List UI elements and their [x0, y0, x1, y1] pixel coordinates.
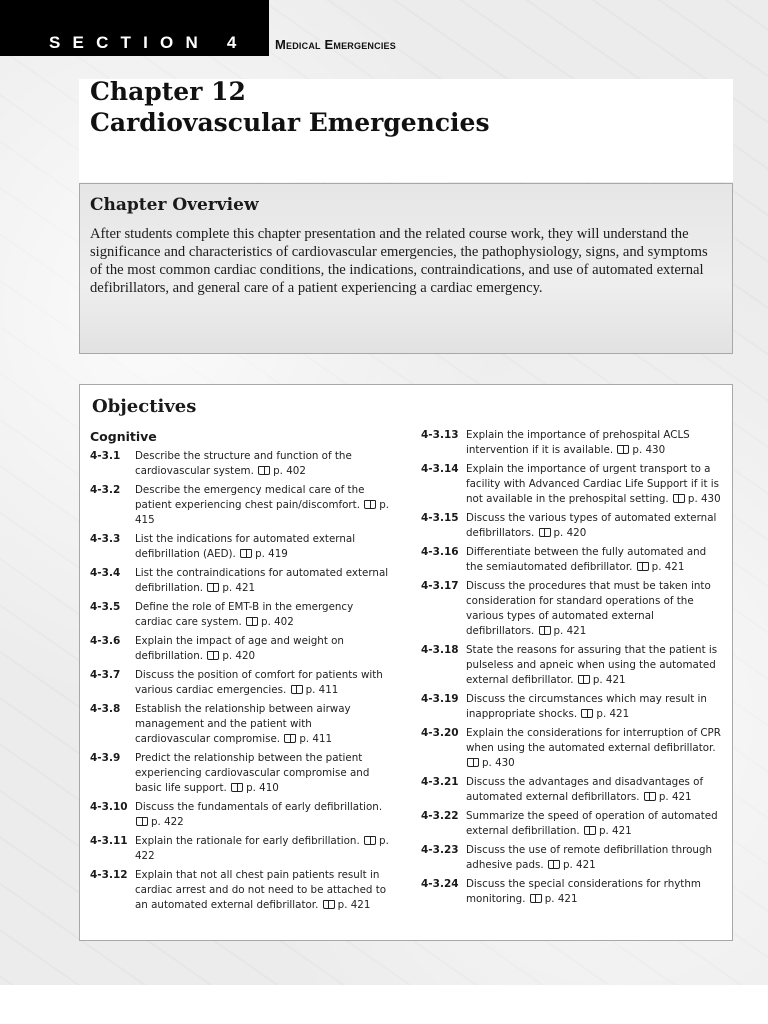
book-icon	[231, 783, 243, 792]
book-icon	[240, 549, 252, 558]
book-icon	[530, 894, 542, 903]
objective-item	[90, 868, 390, 913]
objective-number: 4-3.23	[421, 844, 459, 856]
objective-text: Discuss the fundamentals of early defibrillation.	[135, 801, 383, 813]
objective-text-block	[466, 462, 725, 507]
objective-text-block	[135, 668, 390, 698]
book-icon	[548, 860, 560, 869]
objective-item	[90, 566, 390, 596]
page-reference: p. 422	[135, 835, 389, 862]
objectives-left-column	[90, 449, 390, 917]
objective-number: 4-3.21	[421, 776, 459, 788]
objective-text: Discuss the use of remote defibrillation through adhesive pads.	[466, 844, 713, 871]
objective-text: Differentiate between the fully automated and the semiautomated defibrillator.	[466, 546, 707, 573]
objective-item	[90, 449, 390, 479]
page-reference: p. 419	[255, 548, 288, 560]
objective-number: 4-3.8	[90, 703, 121, 715]
book-icon	[637, 562, 649, 571]
book-icon	[673, 494, 685, 503]
objective-text: Explain the considerations for interruption of CPR when using the automated external defibrillator.	[466, 727, 721, 754]
objective-number: 4-3.10	[90, 801, 128, 813]
objective-item	[421, 643, 725, 688]
objective-text-block	[466, 726, 725, 771]
objective-text-block	[135, 751, 390, 796]
objective-item	[90, 834, 390, 864]
objective-item	[421, 843, 725, 873]
objective-text-block	[466, 511, 725, 541]
objective-text: Summarize the speed of operation of automated external defibrillation.	[466, 810, 718, 837]
book-icon	[617, 445, 629, 454]
objective-text-block	[135, 800, 390, 830]
objective-number: 4-3.6	[90, 635, 121, 647]
objective-text: Discuss the procedures that must be taken into consideration for standard operations of the various types of automated external defibrillators.	[466, 580, 711, 637]
objective-item	[90, 634, 390, 664]
objective-number: 4-3.4	[90, 567, 121, 579]
page-reference: p. 430	[482, 757, 515, 769]
page-reference: p. 411	[299, 733, 333, 745]
page-reference: p. 421	[598, 825, 632, 837]
book-icon	[207, 583, 219, 592]
page-reference: p. 402	[273, 465, 306, 477]
objective-number: 4-3.20	[421, 727, 459, 739]
objective-text: Explain the rationale for early defibrillation.	[135, 835, 360, 847]
book-icon	[467, 758, 479, 767]
chapter-number: Chapter 12	[90, 77, 246, 106]
objective-item	[421, 545, 725, 575]
book-icon	[291, 685, 303, 694]
objective-item	[421, 692, 725, 722]
book-icon	[581, 709, 593, 718]
objective-text-block	[466, 428, 725, 458]
page-reference: p. 421	[544, 893, 578, 905]
objective-number: 4-3.1	[90, 450, 121, 462]
book-icon	[578, 675, 590, 684]
page-reference: p. 421	[596, 708, 630, 720]
objective-number: 4-3.13	[421, 429, 459, 441]
objective-text: State the reasons for assuring that the patient is pulseless and apneic when using the automated external defibrillator.	[466, 644, 718, 686]
objective-item	[421, 726, 725, 771]
objective-number: 4-3.15	[421, 512, 459, 524]
objective-number: 4-3.18	[421, 644, 459, 656]
page-reference: p. 421	[553, 625, 587, 637]
objective-text-block	[466, 877, 725, 907]
objective-number: 4-3.7	[90, 669, 121, 681]
book-icon	[323, 900, 335, 909]
objective-text: Explain the importance of urgent transport to a facility with Advanced Cardiac Life Support if it is not available in the prehospital setting.	[466, 463, 719, 505]
objective-text-block	[466, 643, 725, 688]
page-reference: p. 422	[151, 816, 184, 828]
objective-text-block	[135, 566, 390, 596]
objective-number: 4-3.19	[421, 693, 459, 705]
objective-item	[90, 532, 390, 562]
objective-number: 4-3.3	[90, 533, 121, 545]
objectives-box	[79, 384, 733, 941]
book-icon	[284, 734, 296, 743]
objective-number: 4-3.16	[421, 546, 459, 558]
chapter-name: Cardiovascular Emergencies	[90, 108, 490, 137]
page-reference: p. 421	[222, 582, 256, 594]
objective-text-block	[466, 545, 725, 575]
objective-text-block	[466, 579, 725, 639]
page-reference: p. 430	[632, 444, 666, 456]
page-bottom-margin	[0, 985, 768, 1024]
page-reference: p. 421	[651, 561, 685, 573]
objective-text: Explain the importance of prehospital ACLS intervention if it is available.	[466, 429, 690, 456]
page-reference: p. 402	[261, 616, 294, 628]
book-icon	[364, 500, 376, 509]
objective-number: 4-3.24	[421, 878, 459, 890]
page-reference: p. 420	[222, 650, 256, 662]
objective-text-block	[135, 600, 390, 630]
objective-text: Explain the impact of age and weight on defibrillation.	[135, 635, 344, 662]
objective-text: Describe the emergency medical care of the patient experiencing chest pain/discomfort.	[135, 484, 365, 511]
objective-text: Describe the structure and function of the cardiovascular system.	[135, 450, 352, 477]
page-reference: p. 421	[658, 791, 692, 803]
objective-item	[421, 511, 725, 541]
objective-item	[421, 877, 725, 907]
objective-item	[90, 483, 390, 528]
book-icon	[207, 651, 219, 660]
overview-heading: Chapter Overview	[90, 195, 259, 215]
page-reference: p. 415	[135, 499, 390, 526]
objective-item	[90, 751, 390, 796]
section-banner	[0, 0, 269, 56]
objective-text-block	[466, 843, 725, 873]
objective-number: 4-3.5	[90, 601, 121, 613]
page-reference: p. 421	[592, 674, 626, 686]
objective-text: Discuss the circumstances which may result in inappropriate shocks.	[466, 693, 707, 720]
objective-item	[90, 800, 390, 830]
objective-text: Establish the relationship between airway management and the patient with cardiovascular compromise.	[135, 703, 351, 745]
objective-number: 4-3.11	[90, 835, 128, 847]
book-icon	[136, 817, 148, 826]
section-title: Medical Emergencies	[275, 37, 396, 52]
objective-item	[90, 668, 390, 698]
objective-item	[421, 428, 725, 458]
chapter-title	[90, 76, 490, 138]
objective-text-block	[466, 809, 725, 839]
objective-item	[421, 809, 725, 839]
objectives-heading: Objectives	[92, 396, 197, 417]
objective-text: Discuss the advantages and disadvantages of automated external defibrillators.	[466, 776, 704, 803]
objective-text: Discuss the position of comfort for patients with various cardiac emergencies.	[135, 669, 383, 696]
page-reference: p. 420	[553, 527, 587, 539]
book-icon	[584, 826, 596, 835]
objective-text-block	[135, 634, 390, 664]
objective-number: 4-3.22	[421, 810, 459, 822]
chapter-overview-box	[79, 183, 733, 354]
objective-number: 4-3.2	[90, 484, 121, 496]
objective-number: 4-3.14	[421, 463, 459, 475]
objective-number: 4-3.12	[90, 869, 128, 881]
book-icon	[539, 528, 551, 537]
objective-item	[421, 462, 725, 507]
page-reference: p. 421	[562, 859, 596, 871]
objective-text-block	[135, 868, 390, 913]
objective-item	[90, 702, 390, 747]
objective-text: Discuss the special considerations for rhythm monitoring.	[466, 878, 701, 905]
section-label: SECTION 4	[49, 33, 249, 52]
objective-text: Define the role of EMT-B in the emergency cardiac care system.	[135, 601, 354, 628]
page-reference: p. 421	[337, 899, 371, 911]
book-icon	[644, 792, 656, 801]
objective-text: List the contraindications for automated external defibrillation.	[135, 567, 389, 594]
objective-text-block	[135, 834, 390, 864]
objective-number: 4-3.17	[421, 580, 459, 592]
page-reference: p. 430	[687, 493, 721, 505]
objectives-right-column	[421, 428, 725, 911]
book-icon	[539, 626, 551, 635]
page-reference: p. 410	[246, 782, 279, 794]
overview-text: After students complete this chapter presentation and the related course work, they will understand the significance and characteristics of cardiovascular emergencies, the pathophysiology, signs, and symptoms of the most common cardiac conditions, the indications, contraindications, and use of automated external defibrillators, and general care of a patient experiencing a cardiac emergency.	[90, 226, 708, 296]
objective-text-block	[466, 775, 725, 805]
objective-text: List the indications for automated external defibrillation (AED).	[135, 533, 356, 560]
objective-item	[421, 579, 725, 639]
page-reference: p. 411	[305, 684, 339, 696]
book-icon	[246, 617, 258, 626]
objective-text-block	[135, 483, 390, 528]
objective-text-block	[135, 449, 390, 479]
cognitive-subheading: Cognitive	[90, 429, 157, 444]
objective-text: Discuss the various types of automated external defibrillators.	[466, 512, 717, 539]
objective-item	[90, 600, 390, 630]
objective-text: Explain that not all chest pain patients result in cardiac arrest and do not need to be attached to an automated external defibrillator.	[135, 869, 387, 911]
book-icon	[258, 466, 270, 475]
objective-text-block	[466, 692, 725, 722]
objective-number: 4-3.9	[90, 752, 121, 764]
objective-text-block	[135, 532, 390, 562]
book-icon	[364, 836, 376, 845]
objective-text-block	[135, 702, 390, 747]
objective-item	[421, 775, 725, 805]
objective-text: Predict the relationship between the patient experiencing cardiovascular compromise and basic life support.	[135, 752, 370, 794]
